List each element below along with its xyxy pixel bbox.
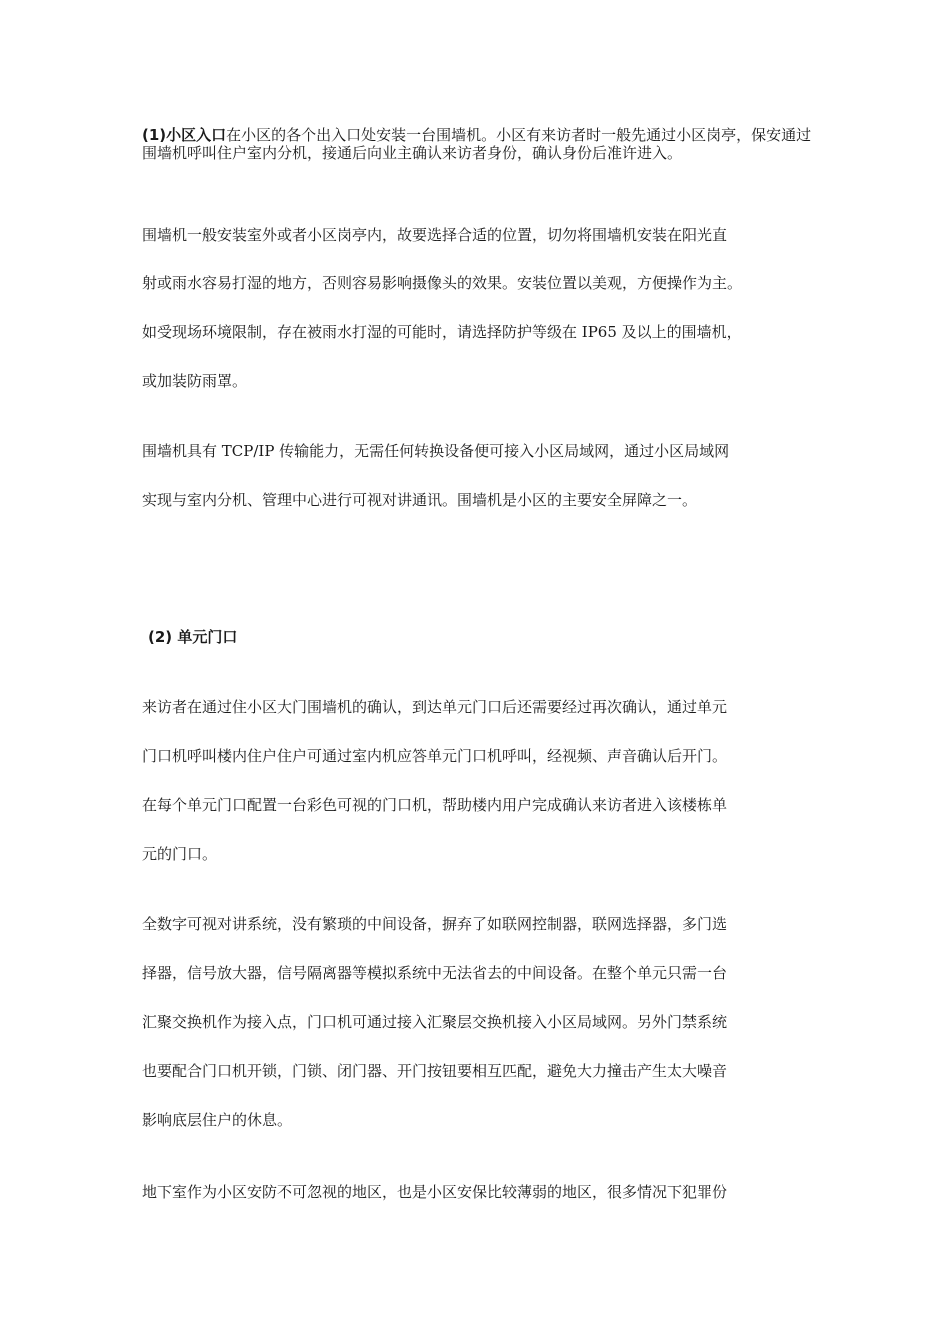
section1-para1-line: 或加装防雨罩。 [142, 372, 248, 390]
section1-lead: (1)小区入口 [142, 126, 227, 144]
section1-intro-paragraph [142, 126, 812, 162]
section2-para2-line: 全数字可视对讲系统，没有繁琐的中间设备，摒弃了如联网控制器，联网选择器，多门选 [142, 915, 728, 933]
section2-para2-line: 择器，信号放大器，信号隔离器等模拟系统中无法省去的中间设备。在整个单元只需一台 [142, 964, 728, 982]
section1-para1-line: 如受现场环境限制，存在被雨水打湿的可能时，请选择防护等级在 IP65 及以上的围墙机， [142, 323, 742, 341]
section2-para1-line: 来访者在通过住小区大门围墙机的确认，到达单元门口后还需要经过再次确认，通过单元 [142, 698, 728, 716]
section1-para1-line: 射或雨水容易打湿的地方，否则容易影响摄像头的效果。安装位置以美观，方便操作为主。 [142, 274, 743, 292]
section2-para1-line: 在每个单元门口配置一台彩色可视的门口机，帮助楼内用户完成确认来访者进入该楼栋单 [142, 796, 728, 814]
section2-title: (2) 单元门口 [148, 628, 238, 646]
section1-para2-line: 围墙机具有 TCP/IP 传输能力，无需任何转换设备便可接入小区局域网，通过小区局域网 [142, 442, 730, 460]
section1-intro-text: 在小区的各个出入口处安装一台围墙机。小区有来访者时一般先通过小区岗亭，保安通过围墙机呼叫住户室内分机，接通后向业主确认来访者身份，确认身份后准许进入。 [142, 126, 812, 162]
section2-para3-line: 地下室作为小区安防不可忽视的地区，也是小区安保比较薄弱的地区，很多情况下犯罪份 [142, 1183, 728, 1201]
section2-para1-line: 门口机呼叫楼内住户住户可通过室内机应答单元门口机呼叫，经视频、声音确认后开门。 [142, 747, 728, 765]
section1-para2-line: 实现与室内分机、管理中心进行可视对讲通讯。围墙机是小区的主要安全屏障之一。 [142, 491, 698, 509]
section1-para1-line: 围墙机一般安装室外或者小区岗亭内，故要选择合适的位置，切勿将围墙机安装在阳光直 [142, 226, 728, 244]
section2-para1-line: 元的门口。 [142, 845, 218, 863]
section2-para2-line: 也要配合门口机开锁，门锁、闭门器、开门按钮要相互匹配，避免大力撞击产生太大噪音 [142, 1062, 728, 1080]
section2-para2-line: 影响底层住户的休息。 [142, 1111, 293, 1129]
section2-para2-line: 汇聚交换机作为接入点，门口机可通过接入汇聚层交换机接入小区局域网。另外门禁系统 [142, 1013, 728, 1031]
